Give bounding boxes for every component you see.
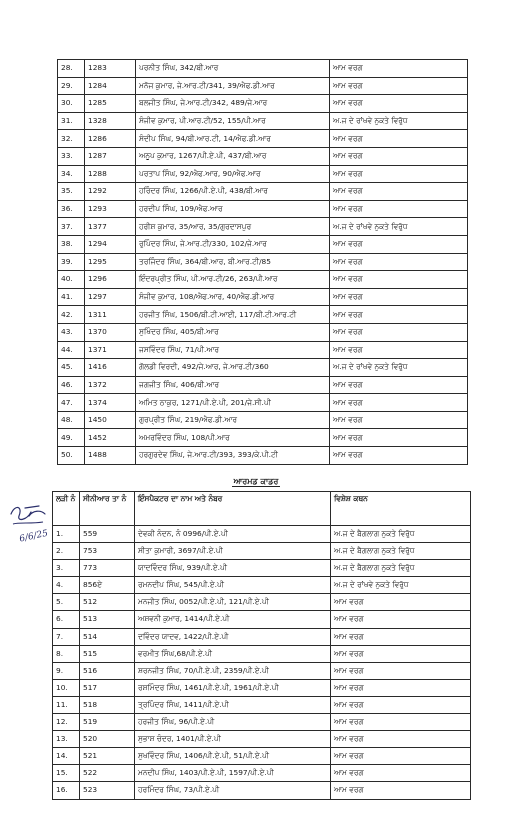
table-body	[53, 526, 471, 800]
cell-seniority-no: 1287	[85, 147, 136, 165]
cell-seniority-no: 1285	[85, 95, 136, 113]
cell-inspector-name: ਜਸਵਿੰਦਰ ਸਿੰਘ, 71/ਪੀ.ਆਰ	[136, 341, 330, 359]
cell-inspector-name: ਯਾਦਵਿੰਦਰ ਸਿੰਘ, 939/ਪੀ.ਏ.ਪੀ	[135, 560, 331, 577]
table-row	[53, 526, 471, 543]
cell-remark: ਆਮ ਵਰਗ	[330, 323, 468, 341]
cell-seniority-no: 1286	[85, 130, 136, 148]
cell-remark: ਅ.ਜ ਦੇ ਰਾਂਖਵੇ ਨੁਕਤੇ ਵਿਰੁੱਧ	[331, 577, 471, 594]
header-seniority-no: ਸੀਨੀਆਰ ਤਾ ਨੰ	[80, 492, 135, 526]
table-row	[58, 288, 468, 306]
table-header-row	[53, 492, 471, 526]
table-row	[58, 253, 468, 271]
cell-inspector-name: ਸੁਭਾਸ਼ ਚੰਦਰ, 1401/ਪੀ.ਏ.ਪੀ	[135, 731, 331, 748]
cell-seniority-no: 1488	[85, 447, 136, 465]
cell-inspector-name: ਅਮਿਤ ਠਾਕੁਰ, 1271/ਪੀ.ਏ.ਪੀ, 201/ਜੇ.ਸੀ.ਪੀ	[136, 394, 330, 412]
cell-seniority-no: 516	[80, 662, 135, 679]
table-row	[58, 271, 468, 289]
cell-serial-no: 28.	[58, 60, 85, 78]
cell-serial-no: 30.	[58, 95, 85, 113]
cell-seniority-no: 512	[80, 594, 135, 611]
cell-seniority-no: 1370	[85, 323, 136, 341]
cell-serial-no: 2.	[53, 543, 80, 560]
cell-serial-no: 10.	[53, 679, 80, 696]
section-heading	[0, 477, 512, 487]
cell-seniority-no: 515	[80, 645, 135, 662]
cell-remark: ਆਮ ਵਰਗ	[330, 165, 468, 183]
cell-remark: ਆਮ ਵਰਗ	[331, 782, 471, 799]
cell-serial-no: 49.	[58, 429, 85, 447]
cell-inspector-name: ਮਨਜੀਤ ਸਿੰਘ, 0052/ਪੀ.ਏ.ਪੀ, 121/ਪੀ.ਏ.ਪੀ	[135, 594, 331, 611]
cell-serial-no: 36.	[58, 200, 85, 218]
cell-seniority-no: 519	[80, 714, 135, 731]
cell-seniority-no: 1297	[85, 288, 136, 306]
cell-serial-no: 15.	[53, 765, 80, 782]
cell-remark: ਆਮ ਵਰਗ	[331, 611, 471, 628]
cell-serial-no: 16.	[53, 782, 80, 799]
table-row	[58, 147, 468, 165]
table-row	[53, 714, 471, 731]
cell-serial-no: 43.	[58, 323, 85, 341]
cell-inspector-name: ਹਰੀਸ਼ ਕੁਮਾਰ, 35/ਆਰ, 35/ਗੁਰਦਾਸਪੁਰ	[136, 218, 330, 236]
cell-seniority-no: 1294	[85, 235, 136, 253]
cell-seniority-no: 1450	[85, 411, 136, 429]
cell-seniority-no: 514	[80, 628, 135, 645]
table-row	[53, 731, 471, 748]
cell-serial-no: 14.	[53, 748, 80, 765]
cell-remark: ਅ.ਜ ਦੇ ਰਾਂਖਵੇ ਨੁਕਤੇ ਵਿਰੁੱਧ	[330, 359, 468, 377]
table-row	[53, 560, 471, 577]
cell-seniority-no: 520	[80, 731, 135, 748]
cell-remark: ਆਮ ਵਰਗ	[330, 60, 468, 78]
cell-inspector-name: ਪਰਤਾਪ ਸਿੰਘ, 92/ਐਫ.ਆਰ, 90/ਐਫ.ਆਰ	[136, 165, 330, 183]
table-row	[58, 130, 468, 148]
table-row	[53, 611, 471, 628]
table-row	[53, 543, 471, 560]
cell-remark: ਆਮ ਵਰਗ	[331, 714, 471, 731]
cell-inspector-name: ਅਮਰਵਿੰਦਰ ਸਿੰਘ, 108/ਪੀ.ਆਰ	[136, 429, 330, 447]
cell-remark: ਆਮ ਵਰਗ	[330, 447, 468, 465]
cell-remark: ਆਮ ਵਰਗ	[330, 130, 468, 148]
cell-serial-no: 29.	[58, 77, 85, 95]
table-row	[58, 323, 468, 341]
cell-serial-no: 41.	[58, 288, 85, 306]
table-row	[58, 411, 468, 429]
cell-inspector-name: ਮਨਦੀਪ ਸਿੰਘ, 1403/ਪੀ.ਏ.ਪੀ, 1597/ਪੀ.ਏ.ਪੀ	[135, 765, 331, 782]
cell-seniority-no: 1371	[85, 341, 136, 359]
cell-serial-no: 6.	[53, 611, 80, 628]
table-row	[58, 95, 468, 113]
cell-inspector-name: ਹਰਿੰਦਰ ਸਿੰਘ, 1266/ਪੀ.ਏ.ਪੀ, 438/ਬੀ.ਆਰ	[136, 183, 330, 201]
cell-seniority-no: 1288	[85, 165, 136, 183]
cell-inspector-name: ਮਨੋਜ ਕੁਮਾਰ, ਜੇ.ਆਰ.ਟੀ/341, 39/ਐਫ.ਡੀ.ਆਰ	[136, 77, 330, 95]
cell-serial-no: 13.	[53, 731, 80, 748]
table-row	[58, 306, 468, 324]
table-row	[58, 112, 468, 130]
cell-remark: ਆਮ ਵਰਗ	[330, 200, 468, 218]
cell-serial-no: 5.	[53, 594, 80, 611]
table-row	[58, 447, 468, 465]
cell-inspector-name: ਸੰਜੀਵ ਕੁਮਾਰ, ਪੀ.ਆਰ.ਟੀ/52, 155/ਪੀ.ਆਰ	[136, 112, 330, 130]
table-row	[58, 77, 468, 95]
cell-seniority-no: 1284	[85, 77, 136, 95]
cell-seniority-no: 1452	[85, 429, 136, 447]
cell-serial-no: 40.	[58, 271, 85, 289]
cell-inspector-name: ਵਰਮੀਤ ਸਿੰਘ,68/ਪੀ.ਏ.ਪੀ	[135, 645, 331, 662]
cell-seniority-no: 1416	[85, 359, 136, 377]
cell-remark: ਆਮ ਵਰਗ	[330, 341, 468, 359]
cell-serial-no: 1.	[53, 526, 80, 543]
cell-seniority-no: 1295	[85, 253, 136, 271]
table-row	[53, 696, 471, 713]
table-row	[58, 359, 468, 377]
table-row	[53, 748, 471, 765]
cell-seniority-no: 523	[80, 782, 135, 799]
cell-inspector-name: ਗੋਲਡੀ ਵਿਰਦੀ, 492/ਜੇ.ਆਰ, ਜੇ.ਆਰ.ਟੀ/360	[136, 359, 330, 377]
cell-inspector-name: ਰਮਨਦੀਪ ਸਿੰਘ, 545/ਪੀ.ਏ.ਪੀ	[135, 577, 331, 594]
cell-remark: ਅ.ਜ ਦੇ ਰਾਂਖਵੇ ਨੁਕਤੇ ਵਿਰੁੱਧ	[330, 112, 468, 130]
cell-remark: ਆਮ ਵਰਗ	[330, 77, 468, 95]
cell-remark: ਆਮ ਵਰਗ	[330, 376, 468, 394]
cell-serial-no: 50.	[58, 447, 85, 465]
cell-inspector-name: ਹਰਦੀਪ ਸਿੰਘ, 109/ਐਫ.ਆਰ	[136, 200, 330, 218]
cell-inspector-name: ਸੰਦੀਪ ਸਿੰਘ, 94/ਬੀ.ਆਰ.ਟੀ, 14/ਐਫ.ਡੀ.ਆਰ	[136, 130, 330, 148]
cell-serial-no: 4.	[53, 577, 80, 594]
cell-seniority-no: 521	[80, 748, 135, 765]
cell-serial-no: 33.	[58, 147, 85, 165]
cell-seniority-no: 773	[80, 560, 135, 577]
table-row	[53, 765, 471, 782]
cell-seniority-no: 1377	[85, 218, 136, 236]
cell-remark: ਆਮ ਵਰਗ	[331, 748, 471, 765]
cell-inspector-name: ਸੁਖਿੰਦਰ ਸਿੰਘ, 405/ਬੀ.ਆਰ	[136, 323, 330, 341]
cell-inspector-name: ਹਰਜੀਤ ਸਿੰਘ, 1506/ਬੀ.ਟੀ.ਆਈ, 117/ਬੀ.ਟੀ.ਆਰ.ਟੀ	[136, 306, 330, 324]
cell-serial-no: 42.	[58, 306, 85, 324]
cell-serial-no: 46.	[58, 376, 85, 394]
table-row	[58, 341, 468, 359]
cell-inspector-name: ਰੁਪਿੰਦਰ ਸਿੰਘ, ਜੇ.ਆਰ.ਟੀ/330, 102/ਜੇ.ਆਰ	[136, 235, 330, 253]
cell-inspector-name: ਅਨੂਪ ਕੁਮਾਰ, 1267/ਪੀ.ਏ.ਪੀ, 437/ਬੀ.ਆਰ	[136, 147, 330, 165]
cell-seniority-no: 1292	[85, 183, 136, 201]
cell-serial-no: 44.	[58, 341, 85, 359]
cell-inspector-name: ਹਰਜੀਤ ਸਿੰਘ, 96/ਪੀ.ਏ.ਪੀ	[135, 714, 331, 731]
armed-cadre-table	[52, 491, 471, 800]
cell-serial-no: 35.	[58, 183, 85, 201]
cell-remark: ਅ.ਜ ਦੇ ਬੈਗਲਾਗ ਨੁਕਤੇ ਵਿਰੁੱਧ	[331, 560, 471, 577]
cell-remark: ਆਮ ਵਰਗ	[330, 235, 468, 253]
cell-remark: ਆਮ ਵਰਗ	[331, 628, 471, 645]
table-row	[58, 235, 468, 253]
table-row	[53, 628, 471, 645]
cell-remark: ਆਮ ਵਰਗ	[331, 696, 471, 713]
cell-inspector-name: ਪਰਨੀਤ ਸਿੰਘ, 342/ਬੀ.ਆਰ	[136, 60, 330, 78]
cell-seniority-no: 1283	[85, 60, 136, 78]
cell-serial-no: 45.	[58, 359, 85, 377]
table-row	[58, 200, 468, 218]
cell-inspector-name: ਰਸ਼ਮਿੰਦਰ ਸਿੰਘ, 1461/ਪੀ.ਏ.ਪੀ, 1961/ਪੀ.ਏ.ਪੀ	[135, 679, 331, 696]
signature-date: 6/6/25	[18, 528, 49, 545]
cell-seniority-no: 1372	[85, 376, 136, 394]
cell-inspector-name: ਹਰਮਿੰਦਰ ਸਿੰਘ, 73/ਪੀ.ਏ.ਪੀ	[135, 782, 331, 799]
cell-serial-no: 39.	[58, 253, 85, 271]
table-row	[58, 376, 468, 394]
cell-remark: ਆਮ ਵਰਗ	[330, 95, 468, 113]
cell-seniority-no: 513	[80, 611, 135, 628]
cell-inspector-name: ਹਰਗੁਰਦੇਵ ਸਿੰਘ, ਜੇ.ਆਰ.ਟੀ/393, 393/ਕੇ.ਪੀ.ਟੀ	[136, 447, 330, 465]
cell-remark: ਆਮ ਵਰਗ	[330, 183, 468, 201]
cell-seniority-no: 1293	[85, 200, 136, 218]
cell-inspector-name: ਤ੍ਰਪਿੰਦਰ ਸਿੰਘ, 1411/ਪੀ.ਏ.ਪੀ	[135, 696, 331, 713]
cell-serial-no: 32.	[58, 130, 85, 148]
header-inspector-name: ਇੰਸਪੈਕਟਰ ਦਾ ਨਾਮ ਅਤੇ ਨੰਬਰ	[135, 492, 331, 526]
cell-remark: ਆਮ ਵਰਗ	[330, 429, 468, 447]
cell-serial-no: 38.	[58, 235, 85, 253]
table-row	[58, 218, 468, 236]
cell-remark: ਆਮ ਵਰਗ	[330, 288, 468, 306]
table-row	[53, 679, 471, 696]
cell-remark: ਅ.ਜ ਦੇ ਰਾਂਖਵੇ ਨੁਕਤੇ ਵਿਰੁੱਧ	[330, 218, 468, 236]
cell-inspector-name: ਇੰਦਰਪ੍ਰੀਤ ਸਿੰਘ, ਪੀ.ਆਰ.ਟੀ/26, 263/ਪੀ.ਆਰ	[136, 271, 330, 289]
cell-serial-no: 48.	[58, 411, 85, 429]
cell-remark: ਆਮ ਵਰਗ	[330, 271, 468, 289]
cell-serial-no: 11.	[53, 696, 80, 713]
cell-remark: ਆਮ ਵਰਗ	[331, 731, 471, 748]
cell-inspector-name: ਗੁਰਪ੍ਰੀਤ ਸਿੰਘ, 219/ਐਫ.ਡੀ.ਆਰ	[136, 411, 330, 429]
cell-serial-no: 31.	[58, 112, 85, 130]
table-row	[53, 594, 471, 611]
table-row	[58, 394, 468, 412]
cell-seniority-no: 1328	[85, 112, 136, 130]
cell-inspector-name: ਸੰਜੀਵ ਕੁਮਾਰ, 108/ਐਫ.ਆਰ, 40/ਐਫ.ਡੀ.ਆਰ	[136, 288, 330, 306]
cell-serial-no: 8.	[53, 645, 80, 662]
cell-remark: ਆਮ ਵਰਗ	[330, 147, 468, 165]
cell-seniority-no: 518	[80, 696, 135, 713]
cell-inspector-name: ਦਵਿੰਦਰ ਯਾਦਵ, 1422/ਪੀ.ਏ.ਪੀ	[135, 628, 331, 645]
cell-remark: ਅ.ਜ ਦੇ ਬੈਗਲਾਗ ਨੁਕਤੇ ਵਿਰੁੱਧ	[331, 526, 471, 543]
table-body	[58, 60, 468, 465]
cell-serial-no: 34.	[58, 165, 85, 183]
cell-seniority-no: 856ਏ	[80, 577, 135, 594]
cell-seniority-no: 559	[80, 526, 135, 543]
cell-serial-no: 9.	[53, 662, 80, 679]
cell-remark: ਅ.ਜ ਦੇ ਬੈਗਲਾਗ ਨੁਕਤੇ ਵਿਰੁੱਧ	[331, 543, 471, 560]
header-special-remark: ਵਿਸ਼ੇਸ਼ ਕਥਨ	[331, 492, 471, 526]
cell-serial-no: 7.	[53, 628, 80, 645]
cell-remark: ਆਮ ਵਰਗ	[330, 411, 468, 429]
table-row	[53, 645, 471, 662]
cell-seniority-no: 522	[80, 765, 135, 782]
cell-remark: ਆਮ ਵਰਗ	[330, 253, 468, 271]
cell-serial-no: 12.	[53, 714, 80, 731]
cell-remark: ਆਮ ਵਰਗ	[331, 662, 471, 679]
table-row	[58, 165, 468, 183]
cell-inspector-name: ਤਰਜਿੰਦਰ ਸਿੰਘ, 364/ਬੀ.ਆਰ, ਬੀ.ਆਰ.ਟੀ/85	[136, 253, 330, 271]
table-row	[53, 782, 471, 799]
section-title: ਆਰਮਡ ਕਾਡਰ	[233, 477, 279, 486]
table-row	[53, 577, 471, 594]
cell-inspector-name: ਜਗਜੀਤ ਸਿੰਘ, 406/ਬੀ.ਆਰ	[136, 376, 330, 394]
table-row	[53, 662, 471, 679]
cell-inspector-name: ਸ਼ਰਨਜੀਤ ਸਿੰਘ, 70/ਪੀ.ਏ.ਪੀ, 2359/ਪੀ.ਏ.ਪੀ	[135, 662, 331, 679]
seniority-table-continued	[57, 59, 468, 465]
cell-seniority-no: 753	[80, 543, 135, 560]
cell-inspector-name: ਸੁਖਵਿੰਦਰ ਸਿੰਘ, 1406/ਪੀ.ਏ.ਪੀ, 51/ਪੀ.ਏ.ਪੀ	[135, 748, 331, 765]
cell-remark: ਆਮ ਵਰਗ	[331, 679, 471, 696]
cell-seniority-no: 1374	[85, 394, 136, 412]
table-row	[58, 429, 468, 447]
cell-inspector-name: ਅਸ਼ਵਨੀ ਕੁਮਾਰ, 1414/ਪੀ.ਏ.ਪੀ	[135, 611, 331, 628]
cell-inspector-name: ਸੀਤਾ ਕੁਮਾਰੀ, 3697/ਪੀ.ਏ.ਪੀ	[135, 543, 331, 560]
cell-serial-no: 47.	[58, 394, 85, 412]
table-row	[58, 60, 468, 78]
cell-remark: ਆਮ ਵਰਗ	[330, 306, 468, 324]
cell-inspector-name: ਦੇਵਕੀ ਨੰਦਨ, ਨੰ 0996/ਪੀ.ਏ.ਪੀ	[135, 526, 331, 543]
header-serial-no: ਲੜੀ ਨੰ	[53, 492, 80, 526]
cell-seniority-no: 1296	[85, 271, 136, 289]
cell-serial-no: 37.	[58, 218, 85, 236]
cell-seniority-no: 1311	[85, 306, 136, 324]
cell-remark: ਆਮ ਵਰਗ	[330, 394, 468, 412]
table-row	[58, 183, 468, 201]
cell-inspector-name: ਬਲਜੀਤ ਸਿੰਘ, ਜੇ.ਆਰ.ਟੀ/342, 489/ਜੇ.ਆਰ	[136, 95, 330, 113]
cell-remark: ਆਮ ਵਰਗ	[331, 594, 471, 611]
cell-serial-no: 3.	[53, 560, 80, 577]
handwritten-signature	[5, 500, 51, 550]
cell-remark: ਆਮ ਵਰਗ	[331, 645, 471, 662]
cell-seniority-no: 517	[80, 679, 135, 696]
cell-remark: ਆਮ ਵਰਗ	[331, 765, 471, 782]
